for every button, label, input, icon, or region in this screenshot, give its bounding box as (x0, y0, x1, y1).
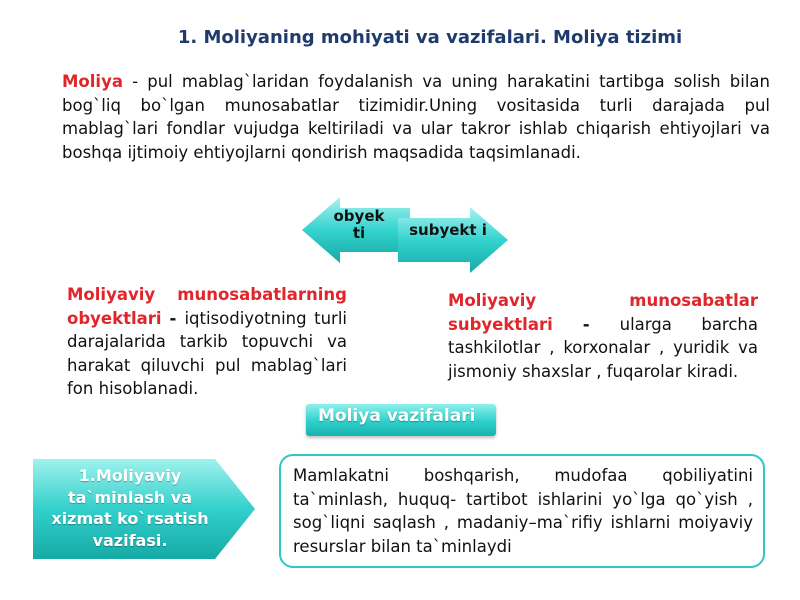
subjects-dash: - (552, 314, 620, 334)
intro-term: Moliya (62, 72, 123, 91)
objects-heading: Moliyaviy munosabatlarning obyektlari (67, 285, 347, 328)
functions-bar (306, 404, 496, 436)
functions-bar-label: Moliya vazifalari (318, 406, 476, 426)
objects-dash: - (161, 308, 185, 328)
arrow-label-object: obyek ti (333, 207, 385, 242)
objects-text: iqtisodiyotning turli darajalarida tarkib topuvchi va harakat qiluvchi pul mablag`lari fon hisoblanadi. (67, 308, 347, 398)
function-description-text: Mamlakatni boshqarish, mudofaa qobiliyatini ta`minlash, huquq- tartibot ishlarini yo`lga qo`yish , sog`liqni saqlash , madaniy–ma`rifiy ishlarni moiyaviy resurslar bilan ta`minlaydi (293, 466, 753, 556)
intro-text: - pul mablag`laridan foydalanish va uning harakatini tartibga solish bilan bog`liq bo`lgan munosabatlar tizimidir.Uning vositasida turli darajada pul mablag`lari fondlar vujudga keltiriladi va ular takror ishlab chiqarish ehtiyojlari va boshqa ijtimoiy ehtiyojlarni qondirish maqsadida taqsimlanadi. (62, 72, 770, 162)
arrow-label-subject: subyekt i (409, 221, 487, 239)
subjects-paragraph (448, 289, 758, 383)
right-arrow-shape (398, 207, 508, 273)
objects-paragraph (67, 283, 347, 401)
subjects-heading: Moliyaviy munosabatlar subyektlari (448, 291, 758, 334)
page-title: 1. Moliyaning mohiyati va vazifalari. Moliya tizimi (177, 27, 683, 48)
subjects-text: ularga barcha tashkilotlar , korxonalar , yuridik va jismoniy shaxslar , fuqarolar kiradi. (448, 314, 758, 381)
function-one-label: 1.Moliyaviy ta`minlash va xizmat ko`rsatish vazifasi. (51, 466, 209, 550)
intro-paragraph (62, 70, 770, 164)
